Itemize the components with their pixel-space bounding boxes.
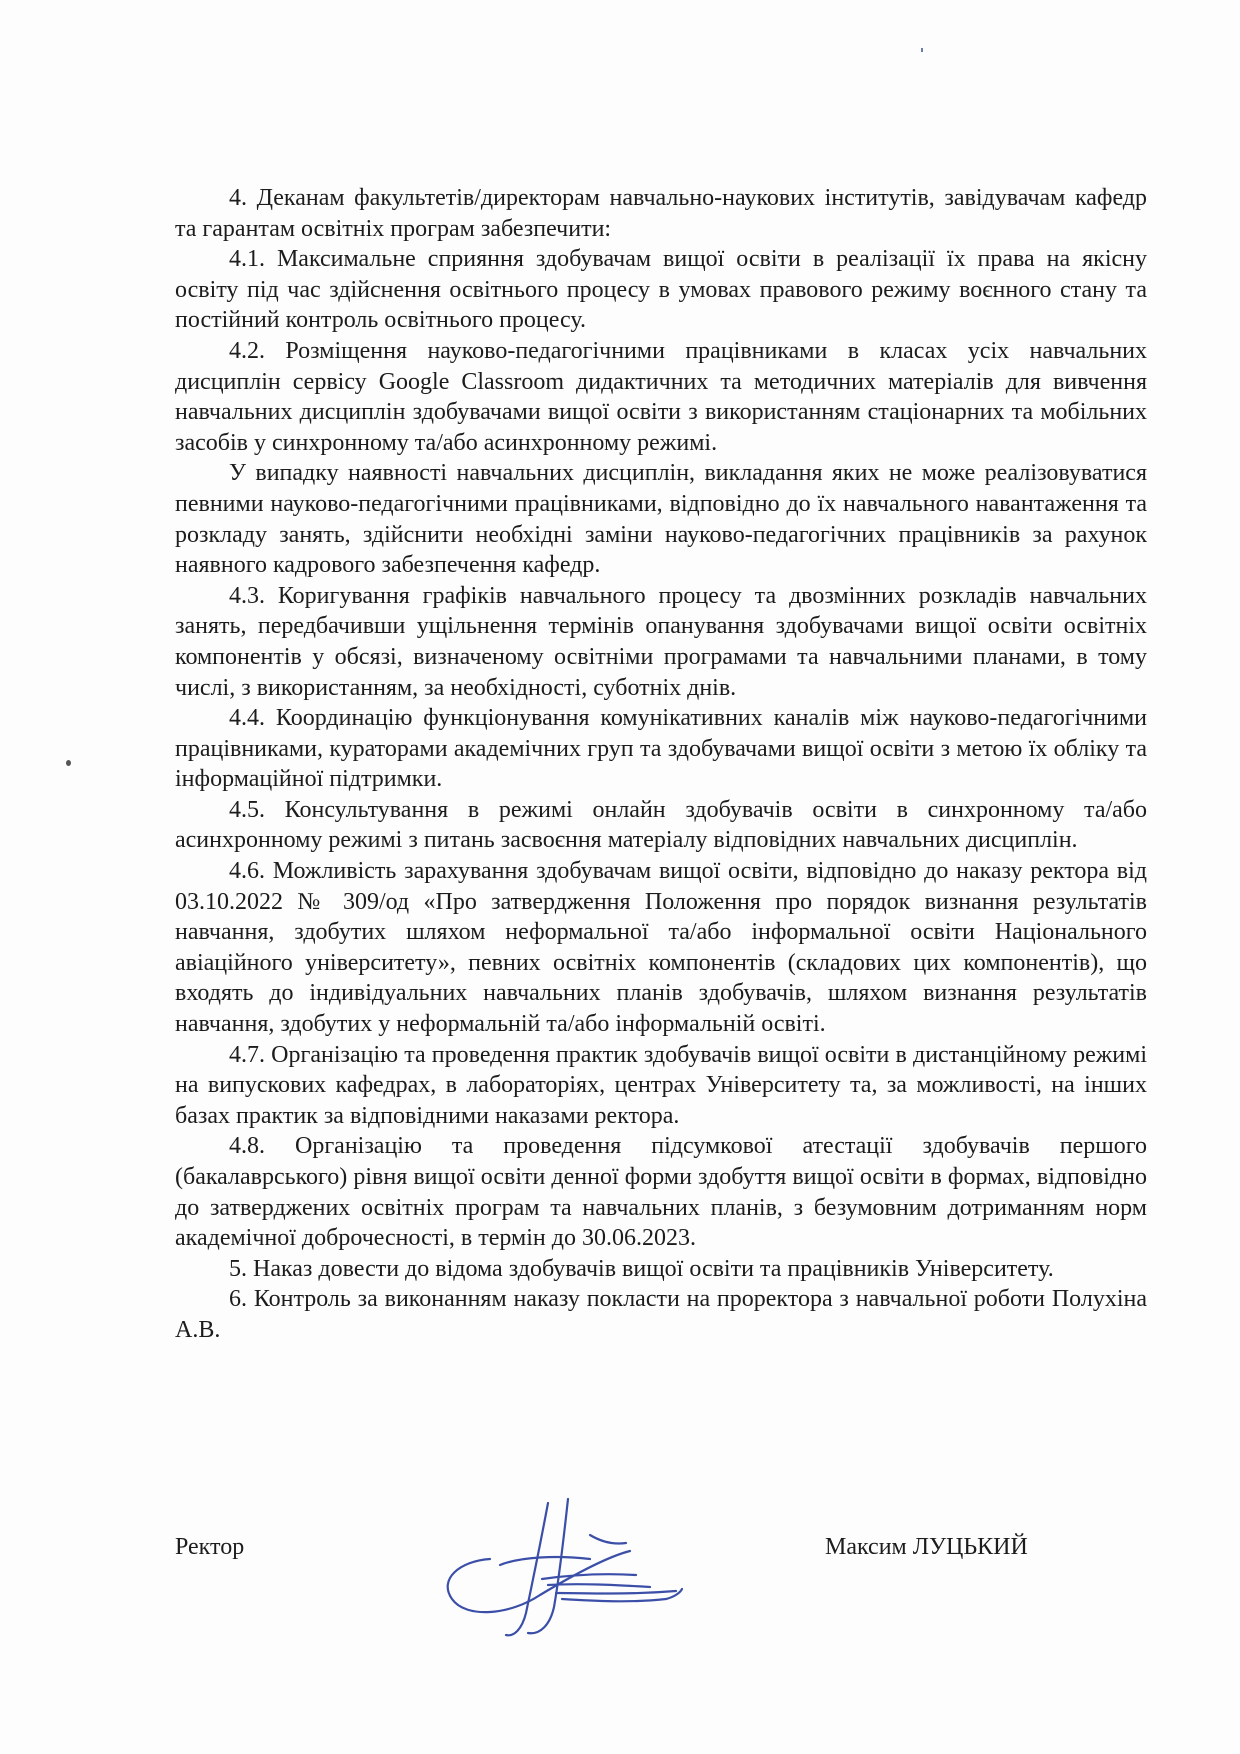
- signatory-title: Ректор: [175, 1534, 245, 1560]
- document-body: [175, 183, 1147, 1346]
- paragraph-item-4-2: 4.2. Розміщення науково-педагогічними працівниками в класах усіх навчальних дисциплін сервісу Google Classroom дидактичних та методичних матеріалів для вивчення навчальних дисциплін здобувачами вищої освіти з використанням стаціонарних та мобільних засобів у синхронному та/або асинхронному режимі.: [175, 337, 1147, 456]
- scan-speck: [921, 48, 923, 52]
- paragraph-item-4-7: 4.7. Організацію та проведення практик здобувачів вищої освіти в дистанційному режимі на випускових кафедрах, в лабораторіях, центрах Університету та, за можливості, на інших базах практик за відповідними наказами ректора.: [175, 1041, 1147, 1129]
- paragraph-item-4-2-note: У випадку наявності навчальних дисциплін, викладання яких не може реалізовуватися певними науково-педагогічними працівниками, відповідно до їх навчального навантаження та розкладу занять, здійснити необхідні заміни науково-педагогічних працівників за рахунок наявного кадрового забезпечення кафедр.: [175, 460, 1147, 579]
- paragraph-item-4-1: 4.1. Максимальне сприяння здобувачам вищої освіти в реалізації їх права на якісну освіту під час здійснення освітнього процесу в умовах правового режиму воєнного стану та постійний контроль освітнього процесу.: [175, 246, 1147, 334]
- paragraph-item-6: 6. Контроль за виконанням наказу покласти на проректора з навчальної роботи Полухіна А.В.: [175, 1286, 1147, 1343]
- handwritten-signature: [430, 1495, 690, 1645]
- scan-speck: [66, 760, 71, 766]
- paragraph-item-4-4: 4.4. Координацію функціонування комунікативних каналів між науково-педагогічними працівниками, кураторами академічних груп та здобувачами вищої освіти з метою їх обліку та інформаційної підтримки.: [175, 705, 1147, 793]
- paragraph-item-4-5: 4.5. Консультування в режимі онлайн здобувачів освіти в синхронному та/або асинхронному режимі з питань засвоєння матеріалу відповідних навчальних дисциплін.: [175, 796, 1147, 854]
- paragraph-item-5: 5. Наказ довести до відома здобувачів вищої освіти та працівників Університету.: [229, 1255, 1054, 1282]
- paragraph-item-4-6: 4.6. Можливість зарахування здобувачам вищої освіти, відповідно до наказу ректора від 03.10.2022 № 309/од «Про затвердження Положення про порядок визнання результатів навчання, здобутих шляхом неформальної та/або інформальної освіти Національного авіаційного університету», певних освітніх компонентів (складових цих компонентів), що входять до індивідуальних навчальних планів здобувачів, шляхом визнання результатів навчання, здобутих у неформальній та/або інформальній освіті.: [175, 858, 1147, 1038]
- paragraph-item-4: 4. Деканам факультетів/директорам навчально-наукових інститутів, завідувачам кафедр та гарантам освітніх програм забезпечити:: [175, 185, 1147, 242]
- paragraph-item-4-8: 4.8. Організацію та проведення підсумкової атестації здобувачів першого (бакалаврського) рівня вищої освіти денної форми здобуття вищої освіти в формах, відповідно до затверджених освітніх програм та навчальних планів, з безумовним дотриманням норм академічної доброчесності, в термін до 30.06.2023.: [175, 1133, 1147, 1252]
- paragraph-item-4-3: 4.3. Коригування графіків навчального процесу та двозмінних розкладів навчальних занять, передбачивши ущільнення термінів опанування здобувачами вищої освіти освітніх компонентів у обсязі, визначеному освітніми програмами та навчальними планами, в тому числі, з використанням, за необхідності, суботніх днів.: [175, 582, 1147, 701]
- signatory-name: Максим ЛУЦЬКИЙ: [825, 1534, 1028, 1560]
